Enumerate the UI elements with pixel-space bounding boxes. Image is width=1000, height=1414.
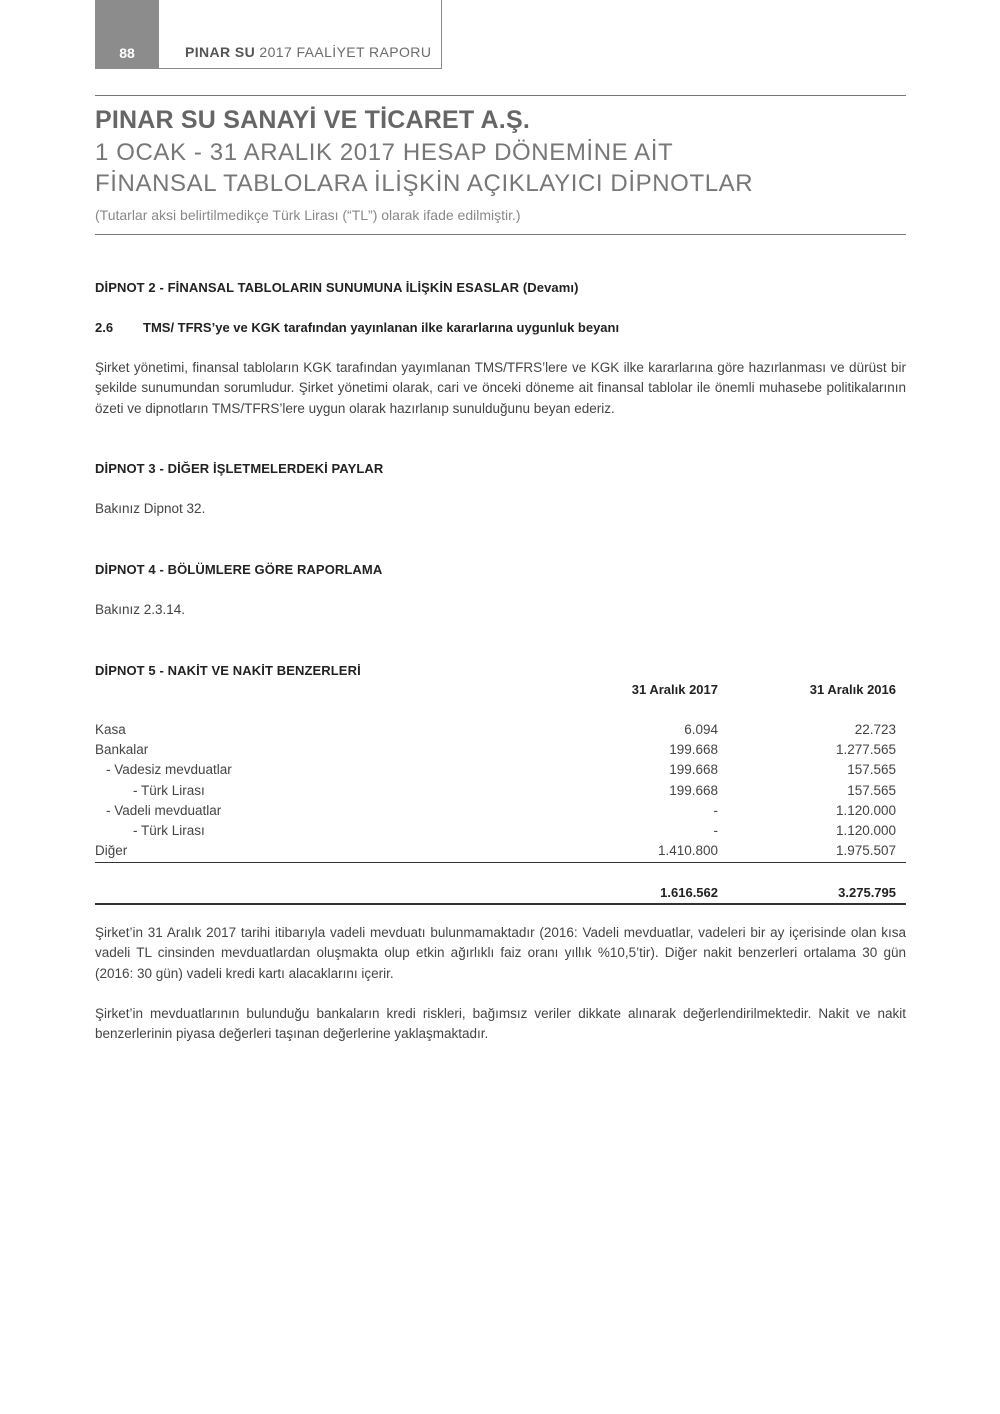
col-header-2016: 31 Aralık 2016 <box>809 682 896 697</box>
table-header <box>95 682 906 702</box>
note2-subheading <box>95 320 619 335</box>
row-value-2017: 199.668 <box>669 762 718 778</box>
row-value-2017: - <box>713 822 718 838</box>
total-2017: 1.616.562 <box>660 885 718 900</box>
currency-note: (Tutarlar aksi belirtilmedikçe Türk Lirası (“TL”) olarak ifade edilmiştir.) <box>95 207 521 223</box>
note3-text: Bakınız Dipnot 32. <box>95 501 206 516</box>
row-label: Kasa <box>95 722 126 737</box>
running-head <box>185 44 431 60</box>
table-row <box>95 722 906 742</box>
note3-heading: DİPNOT 3 - DİĞER İŞLETMELERDEKİ PAYLAR <box>95 461 384 476</box>
row-value-2016: 1.277.565 <box>835 742 896 758</box>
note4-heading: DİPNOT 4 - BÖLÜMLERE GÖRE RAPORLAMA <box>95 562 383 577</box>
table-row <box>95 762 906 782</box>
row-value-2017: 6.094 <box>684 722 718 737</box>
title-bottom-rule <box>95 234 906 235</box>
cash-table <box>95 682 906 900</box>
company-name: PINAR SU SANAYİ VE TİCARET A.Ş. <box>95 106 530 134</box>
row-label: - Vadesiz mevduatlar <box>106 762 232 778</box>
row-value-2016: 1.975.507 <box>835 843 896 859</box>
row-label: - Türk Lirası <box>133 822 205 838</box>
header-tab <box>95 0 442 69</box>
row-value-2016: 1.120.000 <box>835 802 896 818</box>
note5-heading: DİPNOT 5 - NAKİT VE NAKİT BENZERLERİ <box>95 663 361 678</box>
note5-paragraph-1: Şirket’in 31 Aralık 2017 tarihi itibarıyla vadeli mevduatı bulunmamaktadır (2016: Vadeli mevduatlar, vadeleri bir ay içerisinde olan kısa vadeli TL cinsinden mevduatlardan oluşmakta olup etkin ağırlıklı faiz oranı yıllık %10,5’tir). Diğer nakit benzerleri ortalama 30 gün (2016: 30 gün) vadeli kredi kartı alacaklarını içerir. <box>95 925 906 981</box>
running-head-brand: PINAR SU <box>185 44 256 60</box>
row-label: Bankalar <box>95 742 149 758</box>
row-value-2017: 199.668 <box>669 782 718 798</box>
note2-sub-title: TMS/ TFRS’ye ve KGK tarafından yayınlanan ilke kararlarına uygunluk beyanı <box>143 320 620 335</box>
table-total-row <box>95 883 906 905</box>
table-row <box>95 823 906 843</box>
title-top-rule <box>95 95 906 96</box>
table-body <box>95 722 906 863</box>
row-label: - Türk Lirası <box>133 782 205 798</box>
table-row <box>95 843 906 863</box>
col-header-2017: 31 Aralık 2017 <box>631 682 718 697</box>
note2-sub-number: 2.6 <box>95 320 114 335</box>
row-value-2017: 1.410.800 <box>657 843 718 859</box>
table-row <box>95 742 906 762</box>
row-value-2016: 157.565 <box>847 762 896 778</box>
table-row <box>95 803 906 823</box>
row-label: Diğer <box>95 843 128 859</box>
note5-paragraph-2: Şirket’in mevduatlarının bulunduğu bankaların kredi riskleri, bağımsız veriler dikkate alınarak değerlendirilmektedir. Nakit ve nakit benzerlerinin piyasa değerleri taşınan değerlerine yaklaşmaktadır. <box>95 1006 906 1042</box>
table-row <box>95 783 906 803</box>
row-value-2017: 199.668 <box>669 742 718 758</box>
page-number: 88 <box>95 0 159 69</box>
note2-heading: DİPNOT 2 - FİNANSAL TABLOLARIN SUNUMUNA İLİŞKİN ESASLAR (Devamı) <box>95 280 579 295</box>
row-value-2016: 22.723 <box>854 722 896 737</box>
title-line-period: 1 OCAK - 31 ARALIK 2017 HESAP DÖNEMİNE AİT <box>95 139 674 166</box>
note4-text: Bakınız 2.3.14. <box>95 602 186 617</box>
row-label: - Vadeli mevduatlar <box>106 802 222 818</box>
note2-paragraph: Şirket yönetimi, finansal tabloların KGK tarafından yayımlanan TMS/TFRS’lere ve KGK ilke kararlarına göre hazırlanması ve dürüst bir şekilde sunumundan sorumludur. Şirket yönetimi olarak, cari ve önceki döneme ait finansal tablolar ile önemli muhasebe politikalarının özeti ve dipnotların TMS/TFRS’lere uygun olarak hazırlanıp sunulduğunu beyan ederiz. <box>95 360 906 416</box>
row-value-2016: 1.120.000 <box>835 822 896 838</box>
total-2016: 3.275.795 <box>838 885 896 900</box>
row-value-2017: - <box>713 802 718 818</box>
running-head-report: 2017 FAALİYET RAPORU <box>259 44 432 60</box>
row-value-2016: 157.565 <box>847 782 896 798</box>
title-line-notes: FİNANSAL TABLOLARA İLİŞKİN AÇIKLAYICI DİPNOTLAR <box>95 170 754 197</box>
